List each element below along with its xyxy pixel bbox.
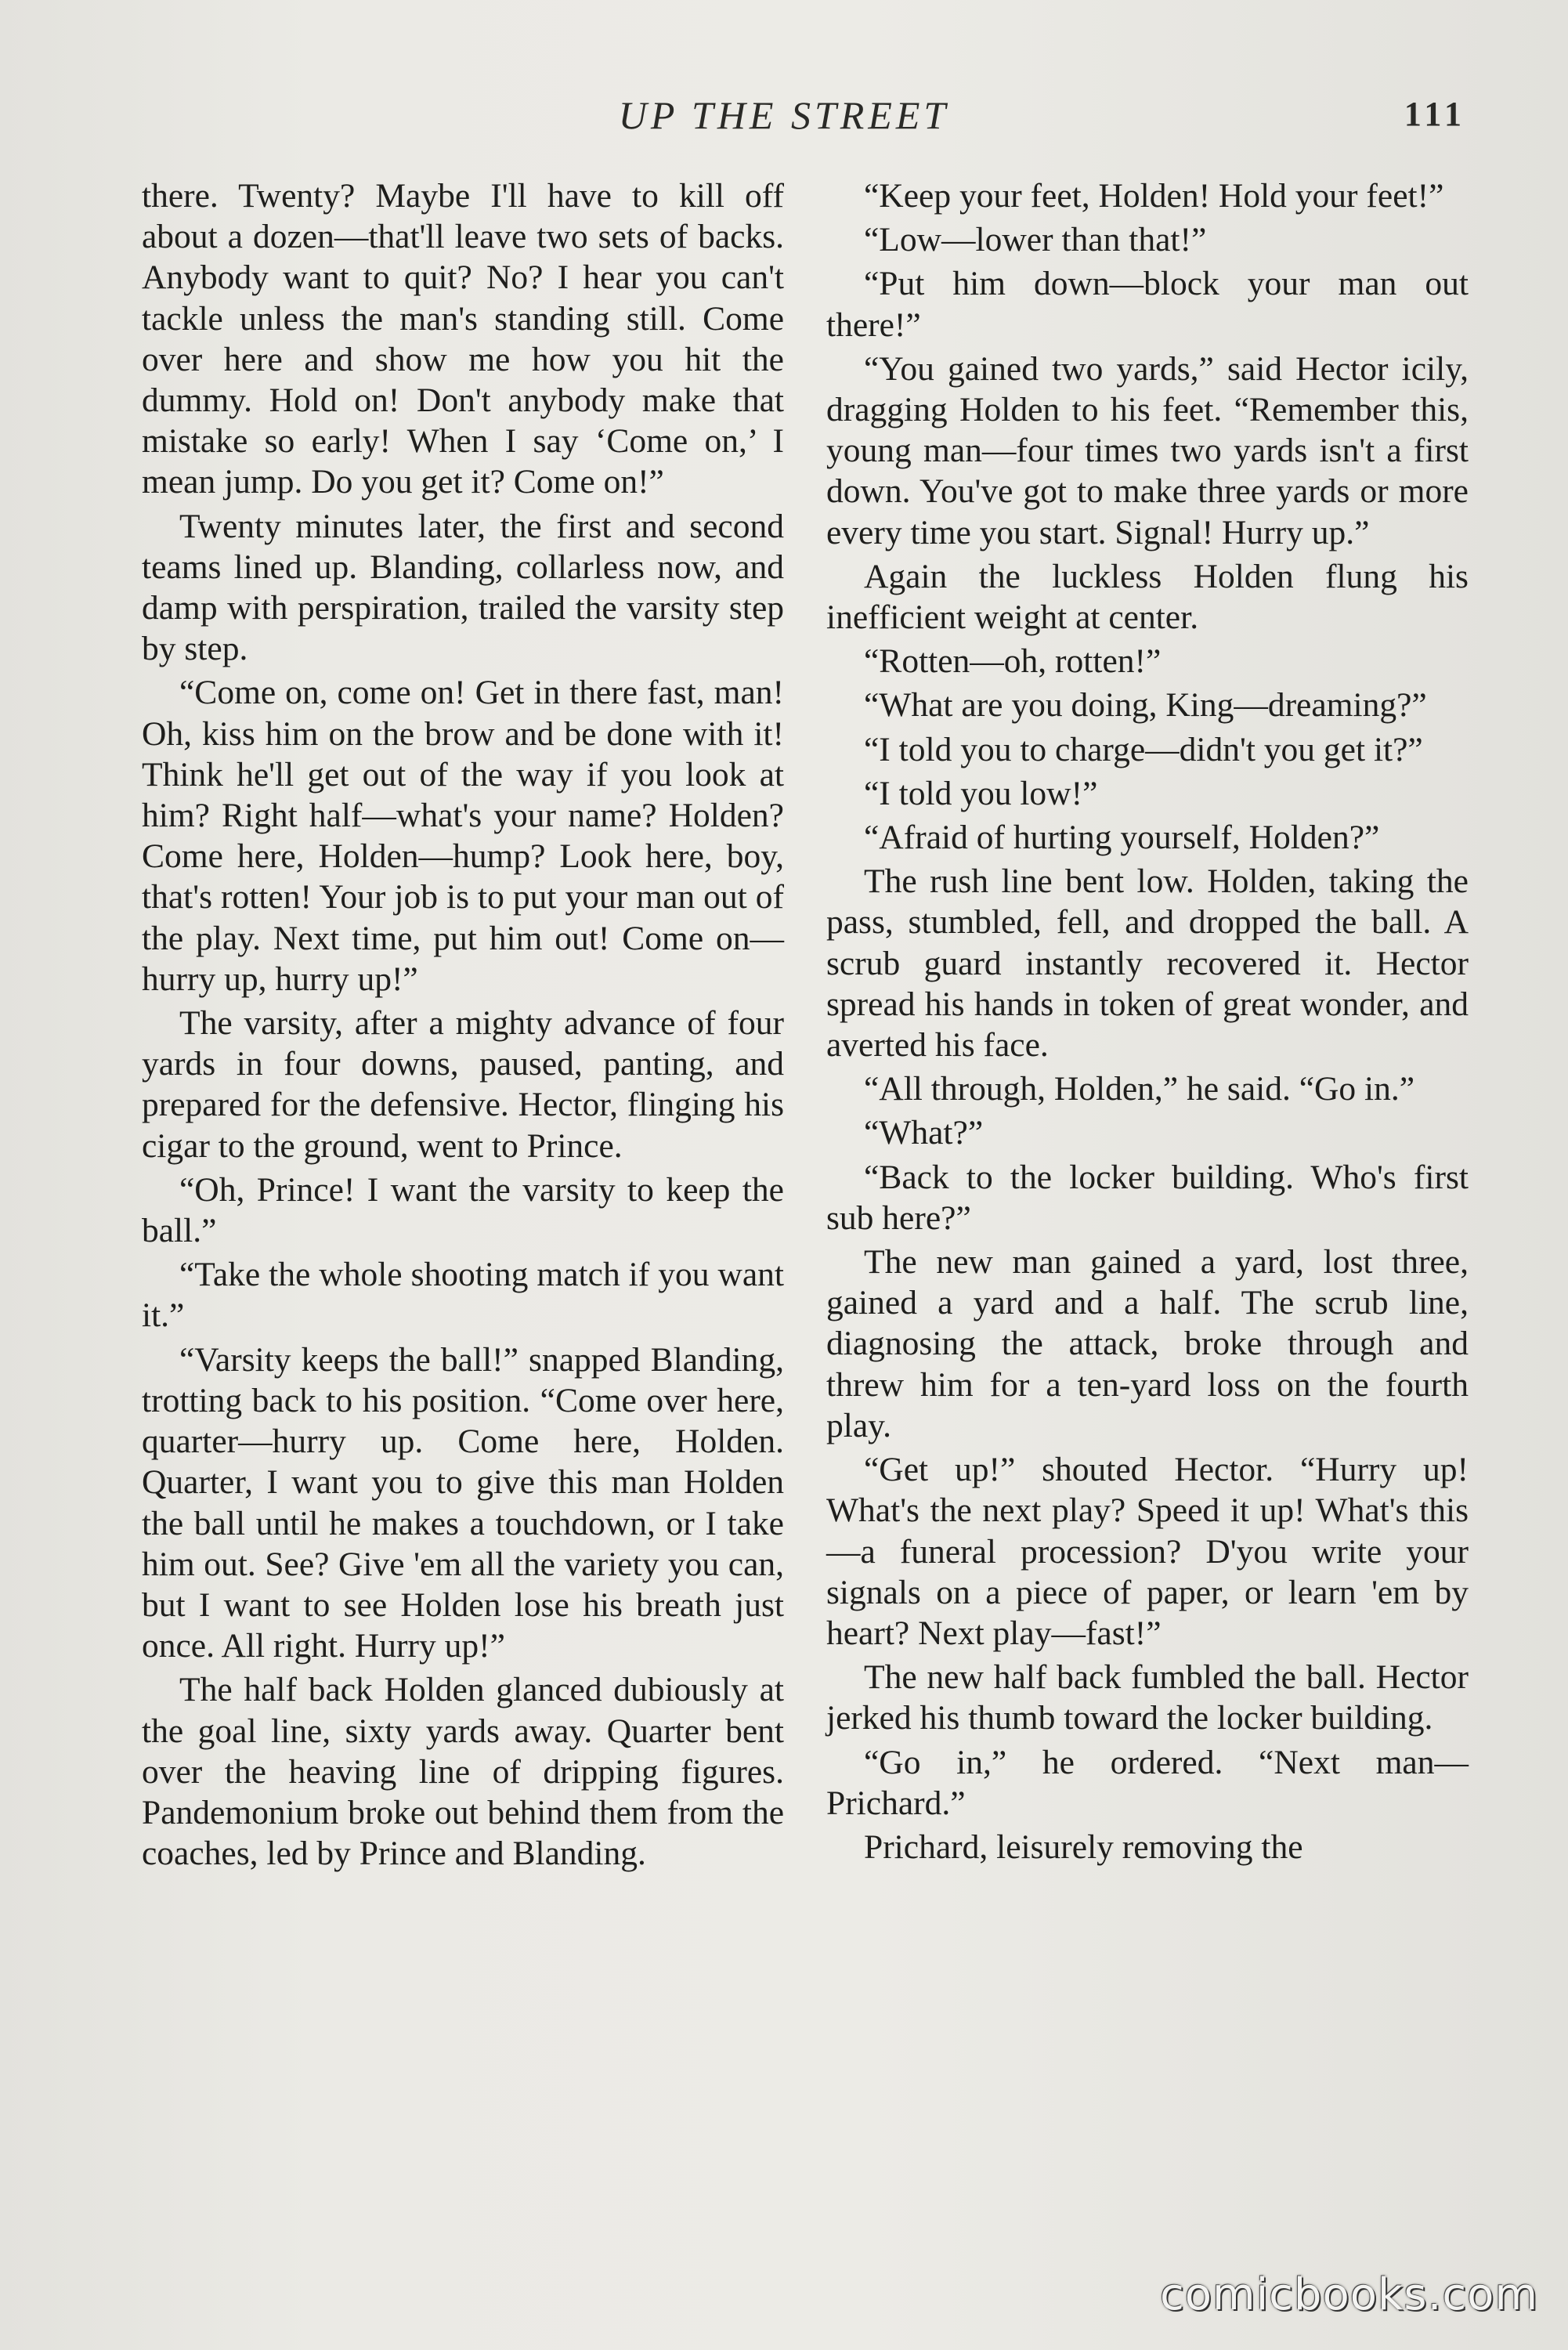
- running-title: UP THE STREET: [618, 93, 950, 137]
- paragraph: Prichard, leisurely removing the: [864, 1828, 1303, 1866]
- paragraph: “Come on, come on! Get in there fast, man! Oh, kiss him on the brow and be done with it! Think he'll get out of the way if you look at him? Right half—what's your name? Holden? Come here, Holden—hump? Look here, boy, that's rotten! Your job is to put your man out of the play. Next time, put him out! Come on—hurry up, hurry up!”: [142, 674, 784, 998]
- paragraph: “Go in,” he ordered. “Next man—Prichard.”: [826, 1743, 1469, 1822]
- paragraph: “Back to the locker building. Who's first sub here?”: [826, 1158, 1469, 1237]
- paragraph: “Oh, Prince! I want the varsity to keep the ball.”: [142, 1170, 784, 1250]
- page-number: 111: [1404, 95, 1466, 133]
- paragraph: “Get up!” shouted Hector. “Hurry up! What's the next play? Speed it up! What's this—a funeral procession? D'you write your signals on a piece of paper, or learn 'em by heart? Next play—fast!”: [826, 1451, 1469, 1652]
- paragraph: “Rotten—oh, rotten!”: [864, 642, 1162, 681]
- paragraph: “Put him down—block your man out there!”: [826, 265, 1469, 344]
- paragraph: “Take the whole shooting match if you want it.”: [142, 1256, 784, 1335]
- paragraph: “What are you doing, King—dreaming?”: [864, 686, 1427, 725]
- paragraph: “Afraid of hurting yourself, Holden?”: [864, 819, 1380, 857]
- paragraph: Again the luckless Holden flung his inefficient weight at center.: [826, 557, 1469, 637]
- paragraph: The rush line bent low. Holden, taking the pass, stumbled, fell, and dropped the ball. A scrub guard instantly recovered it. Hector spread his hands in token of great wonder, and averted his face.: [826, 862, 1469, 1065]
- paragraph: “I told you to charge—didn't you get it?”: [864, 730, 1423, 768]
- paragraph: The half back Holden glanced dubiously at the goal line, sixty yards away. Quarter bent over the heaving line of dripping figures. Pandemonium broke out behind them from the coaches, led by Prince and Blanding.: [142, 1671, 784, 1873]
- paragraph: The new man gained a yard, lost three, gained a yard and a half. The scrub line, diagnosing the attack, broke through and threw him for a ten-yard loss on the fourth play.: [826, 1243, 1469, 1444]
- right-text-column: [826, 175, 1469, 1867]
- paragraph: “What?”: [864, 1114, 984, 1152]
- paragraph: The new half back fumbled the ball. Hector jerked his thumb toward the locker building.: [826, 1658, 1469, 1737]
- left-text-column: [142, 175, 784, 1874]
- paragraph: “Varsity keeps the ball!” snapped Blanding, trotting back to his position. “Come over here, quarter—hurry up. Come here, Holden. Quarter, I want you to give this man Holden the ball until he makes a touchdown, or I take him out. See? Give 'em all the variety you can, but I want to see Holden lose his breath just once. All right. Hurry up!”: [142, 1340, 784, 1665]
- paragraph: “I told you low!”: [864, 774, 1098, 812]
- page-header: [0, 92, 1568, 155]
- paragraph: “You gained two yards,” said Hector icily, dragging Holden to his feet. “Remember this, young man—four times two yards isn't a first down. You've got to make three yards or more every time you start. Signal! Hurry up.”: [826, 349, 1469, 551]
- paragraph: there. Twenty? Maybe I'll have to kill off about a dozen—that'll leave two sets of backs. Anybody want to quit? No? I hear you can't tackle unless the man's standing still. Come over here and show me how you hit the dummy. Hold on! Don't anybody make that mistake so early! When I say ‘Come on,’ I mean jump. Do you get it? Come on!”: [142, 177, 784, 501]
- paragraph: “All through, Holden,” he said. “Go in.”: [864, 1070, 1415, 1108]
- watermark: comicbooks.com: [1159, 2269, 1538, 2320]
- paragraph: “Low—lower than that!”: [864, 221, 1207, 259]
- paragraph: “Keep your feet, Holden! Hold your feet!”: [864, 177, 1444, 215]
- paragraph: Twenty minutes later, the first and second teams lined up. Blanding, collarless now, and damp with perspiration, trailed the varsity step by step.: [142, 507, 784, 668]
- paragraph: The varsity, after a mighty advance of four yards in four downs, paused, panting, and prepared for the defensive. Hector, flinging his cigar to the ground, went to Prince.: [142, 1004, 784, 1165]
